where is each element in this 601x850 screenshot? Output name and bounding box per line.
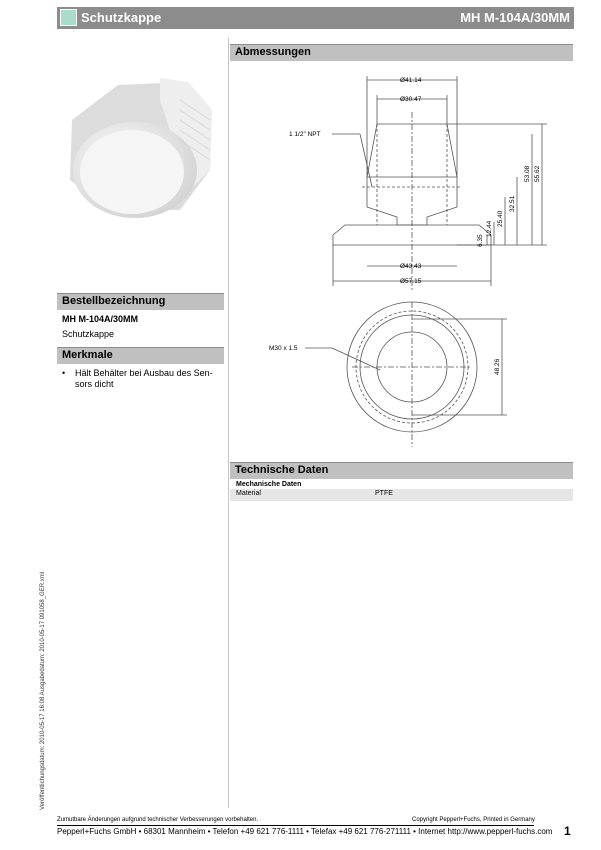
dim-h6: 6.35 bbox=[477, 234, 484, 247]
tech-value: PTFE bbox=[375, 490, 393, 497]
page-title: Schutzkappe bbox=[81, 10, 162, 25]
bullet-icon: • bbox=[62, 368, 66, 378]
dim-d30: Ø30.47 bbox=[400, 96, 422, 103]
order-name: Schutzkappe bbox=[62, 329, 115, 339]
side-publication-text: Veröffentlichungsdatum: 2010-05-17 16:08 Ausgabedatum: 2010-05-17 091058_GER.xml bbox=[40, 571, 46, 810]
dim-h55: 55.62 bbox=[534, 165, 541, 182]
footer-copyright: Copyright Pepperl+Fuchs, Printed in Germany bbox=[412, 817, 535, 823]
section-technische-daten: Technische Daten bbox=[230, 462, 573, 479]
dim-d57: Ø57.15 bbox=[400, 278, 422, 285]
dim-h12: 12.44 bbox=[486, 220, 493, 237]
dim-h25: 25.40 bbox=[497, 210, 504, 227]
dim-m30: M30 x 1.5 bbox=[269, 345, 298, 352]
dim-h48: 48.26 bbox=[494, 358, 501, 375]
dim-h32: 32.51 bbox=[509, 195, 516, 212]
section-merkmale: Merkmale bbox=[57, 347, 224, 364]
feature-line-1: Hält Behälter bei Ausbau des Sen- bbox=[75, 368, 213, 378]
column-divider bbox=[228, 38, 229, 808]
tech-label: Material bbox=[236, 490, 261, 497]
section-bestellbezeichnung: Bestellbezeichnung bbox=[57, 293, 224, 310]
product-photo bbox=[60, 60, 220, 230]
model-number: MH M-104A/30MM bbox=[460, 10, 570, 25]
footer-note: Zumutbare Änderungen aufgrund technischer Verbesserungen vorbehalten. bbox=[57, 817, 259, 823]
tech-group: Mechanische Daten bbox=[236, 481, 302, 488]
logo-square-icon bbox=[60, 9, 77, 26]
table-row bbox=[230, 489, 573, 501]
footer-divider bbox=[57, 825, 534, 826]
feature-line-2: sors dicht bbox=[75, 379, 114, 389]
dimension-drawing bbox=[232, 62, 572, 454]
order-code: MH M-104A/30MM bbox=[62, 314, 139, 324]
dim-d43: Ø43.43 bbox=[400, 263, 422, 270]
dim-thread: 1 1/2" NPT bbox=[289, 131, 321, 138]
section-abmessungen: Abmessungen bbox=[230, 44, 573, 61]
footer-contact: Pepperl+Fuchs GmbH • 68301 Mannheim • Telefon +49 621 776-1111 • Telefax +49 621 776-271111 • Internet http://www.pepperl-fuchs.com bbox=[57, 827, 553, 836]
dim-h53: 53.08 bbox=[524, 165, 531, 182]
page-number: 1 bbox=[564, 824, 571, 838]
header-bar bbox=[57, 7, 574, 29]
dim-d41: Ø41.14 bbox=[400, 77, 422, 84]
